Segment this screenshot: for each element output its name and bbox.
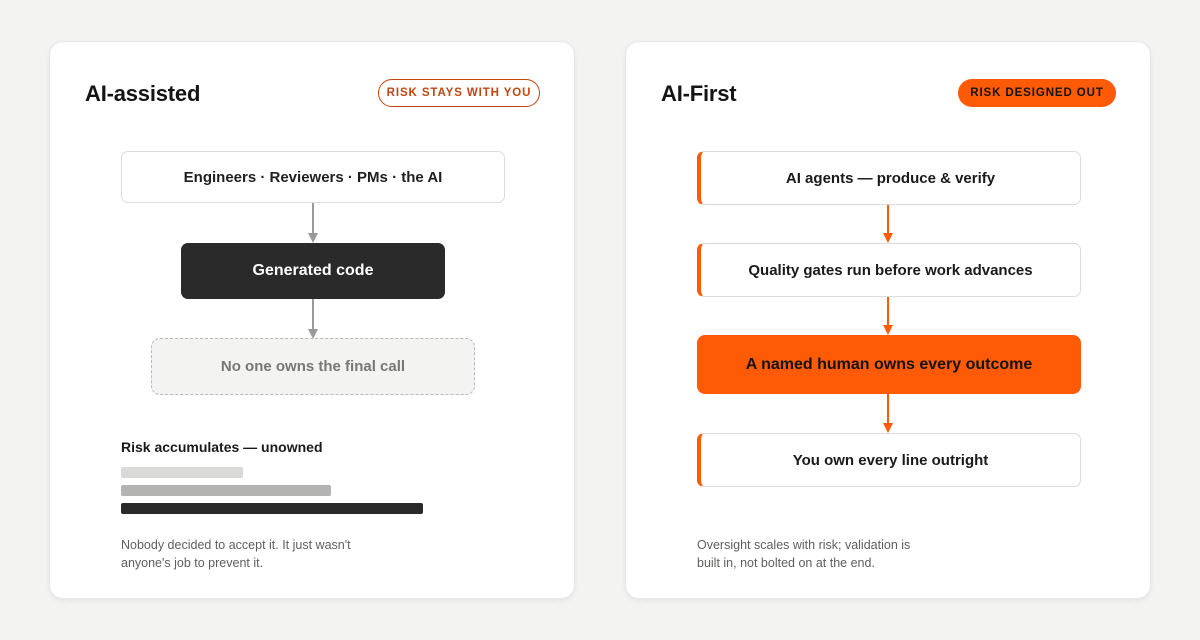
ai-first-footnote — [697, 536, 910, 572]
named-human-node: A named human owns every outcome — [697, 335, 1081, 394]
risk-bar-high — [121, 503, 423, 514]
risk-bar-low — [121, 467, 243, 478]
ai-first-footnote-line2: built in, not bolted on at the end. — [697, 556, 875, 570]
ai-assisted-card — [49, 41, 575, 599]
roles-node: Engineers · Reviewers · PMs · the AI — [121, 151, 505, 203]
ai-first-card — [625, 41, 1151, 599]
risk-designed-out-badge: RISK DESIGNED OUT — [958, 79, 1116, 107]
arrow-gates-to-owner — [883, 297, 893, 335]
ai-assisted-footnote — [121, 536, 351, 572]
arrow-code-to-owner — [308, 299, 318, 339]
arrow-roles-to-code — [308, 203, 318, 243]
arrow-owner-to-lines — [883, 394, 893, 433]
ai-assisted-footnote-line2: anyone's job to prevent it. — [121, 556, 264, 570]
ai-first-title: AI-First — [661, 81, 737, 106]
risk-accumulates-label: Risk accumulates — unowned — [121, 439, 323, 455]
no-owner-node: No one owns the final call — [151, 338, 475, 395]
own-every-line-node: You own every line outright — [697, 433, 1081, 487]
ai-assisted-title: AI-assisted — [85, 81, 201, 106]
ai-agents-node: AI agents — produce & verify — [697, 151, 1081, 205]
ai-assisted-footnote-line1: Nobody decided to accept it. It just wasn't — [121, 538, 351, 552]
quality-gates-node: Quality gates run before work advances — [697, 243, 1081, 297]
arrow-agents-to-gates — [883, 205, 893, 243]
risk-bar-medium — [121, 485, 331, 496]
risk-stays-badge: RISK STAYS WITH YOU — [378, 79, 540, 107]
generated-code-node: Generated code — [181, 243, 445, 299]
ai-first-footnote-line1: Oversight scales with risk; validation is — [697, 538, 911, 552]
